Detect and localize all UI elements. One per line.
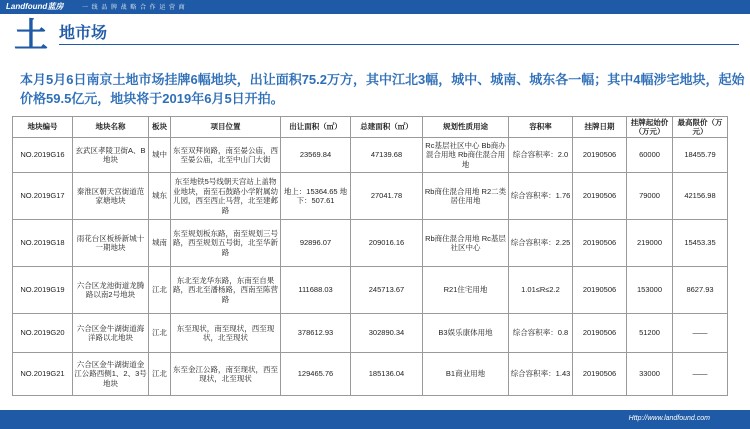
table-cell: NO.2019G19 [13, 267, 73, 314]
table-row [13, 267, 728, 314]
table-row [13, 220, 728, 267]
table-cell: 综合容积率：1.76 [509, 173, 573, 220]
table-cell: 江北 [149, 353, 171, 396]
table-cell: 东至双拜岗路，南至晏公庙，西至晏公庙，北至中山门大街 [171, 138, 281, 173]
table-cell: 六合区龙池街道龙腾路以南2号地块 [73, 267, 149, 314]
footer-url[interactable]: Http://www.landfound.com [628, 415, 710, 422]
table-cell: B3娱乐康体用地 [423, 314, 509, 353]
table-cell: 302890.34 [351, 314, 423, 353]
table-cell: 江北 [149, 267, 171, 314]
table-cell: 33000 [627, 353, 673, 396]
table-cell: 东北至龙华东路，东南至自果路，西北至潘杨路，西南至陈营路 [171, 267, 281, 314]
table-cell: B1商业用地 [423, 353, 509, 396]
title-divider [59, 44, 739, 45]
table-cell: —— [673, 314, 728, 353]
brand-logo: Landfound蓝房 [6, 2, 64, 11]
table-cell: 综合容积率：2.25 [509, 220, 573, 267]
col-header: 地块编号 [13, 117, 73, 138]
table-cell: 综合容积率：2.0 [509, 138, 573, 173]
table-cell: 47139.68 [351, 138, 423, 173]
table-cell: 城东 [149, 173, 171, 220]
table-cell: 地上：15364.65 地下：507.61 [281, 173, 351, 220]
table-cell: 东至金江公路，南至现状，西至现状，北至现状 [171, 353, 281, 396]
table-cell: 综合容积率：0.8 [509, 314, 573, 353]
table-cell: 城南 [149, 220, 171, 267]
table-row [13, 353, 728, 396]
table-row [13, 314, 728, 353]
table-row [13, 173, 728, 220]
table-cell: 秦淮区朝天宫街道范家塘地块 [73, 173, 149, 220]
col-header: 板块 [149, 117, 171, 138]
col-header: 容积率 [509, 117, 573, 138]
table-cell: 20190506 [573, 220, 627, 267]
table-cell: 153000 [627, 267, 673, 314]
table-cell: 1.01≤R≤2.2 [509, 267, 573, 314]
table-cell: 27041.78 [351, 173, 423, 220]
table-cell: 20190506 [573, 314, 627, 353]
table-cell: —— [673, 353, 728, 396]
brand-slogan: 一 线 品 牌 战 略 合 作 运 营 商 [82, 5, 186, 11]
table-cell: 42156.98 [673, 173, 728, 220]
table-cell: 92896.07 [281, 220, 351, 267]
table-cell: Rb商住混合用地 Rc基层社区中心 [423, 220, 509, 267]
table-cell: 51200 [627, 314, 673, 353]
slide-title: 地市场 [59, 25, 108, 42]
table-cell: 378612.93 [281, 314, 351, 353]
table-cell: 六合区金牛湖街道海洋路以北地块 [73, 314, 149, 353]
table-cell: Rc基层社区中心 Bb商办混合用地 Rb商住混合用地 [423, 138, 509, 173]
table-cell: 雨花台区板桥新城十一期地块 [73, 220, 149, 267]
table-cell: NO.2019G20 [13, 314, 73, 353]
table-cell: 209016.16 [351, 220, 423, 267]
table-cell: 79000 [627, 173, 673, 220]
table-cell: 东至规划板东路，南至规划三号路，西至规划五号街，北至华新路 [171, 220, 281, 267]
table-header-row [13, 117, 728, 138]
table-row [13, 138, 728, 173]
table-cell: NO.2019G21 [13, 353, 73, 396]
land-auction-table [12, 116, 728, 396]
col-header: 规划性质用途 [423, 117, 509, 138]
table-cell: 20190506 [573, 138, 627, 173]
table-cell: 20190506 [573, 353, 627, 396]
table-cell: 东至现状，南至现状，西至现状，北至现状 [171, 314, 281, 353]
table-cell: NO.2019G16 [13, 138, 73, 173]
table-cell: 219000 [627, 220, 673, 267]
table-cell: 111688.03 [281, 267, 351, 314]
table-cell: 185136.04 [351, 353, 423, 396]
table-cell: 8627.93 [673, 267, 728, 314]
section-char: 土 [14, 17, 48, 55]
table-cell: 245713.67 [351, 267, 423, 314]
table-cell: 江北 [149, 314, 171, 353]
table-cell: 20190506 [573, 267, 627, 314]
table-cell: 玄武区孝陵卫街A、B地块 [73, 138, 149, 173]
col-header: 地块名称 [73, 117, 149, 138]
col-header: 挂牌日期 [573, 117, 627, 138]
col-header: 挂牌起始价（万元） [627, 117, 673, 138]
table-cell: 23569.84 [281, 138, 351, 173]
table-cell: 城中 [149, 138, 171, 173]
col-header: 项目位置 [171, 117, 281, 138]
table-cell: 60000 [627, 138, 673, 173]
table-cell: 20190506 [573, 173, 627, 220]
col-header: 出让面积（㎡） [281, 117, 351, 138]
table-cell: NO.2019G18 [13, 220, 73, 267]
table-cell: 15453.35 [673, 220, 728, 267]
headline-summary: 本月5月6日南京土地市场挂牌6幅地块，出让面积75.2万方，其中江北3幅，城中、城南、城东各一幅；其中4幅涉宅地块，起始价格59.5亿元，地块将于2019年6月5日开拍。 [20, 72, 745, 106]
table-cell: Rb商住混合用地 R2二类居住用地 [423, 173, 509, 220]
col-header: 总建面积（㎡） [351, 117, 423, 138]
table-cell: 东至地铁5号线朝天宫站上盖物业地块，南至石鼓路小学附属幼儿园，西至西止马营，北至建邺路 [171, 173, 281, 220]
col-header: 最高限价（万元） [673, 117, 728, 138]
table-cell: NO.2019G17 [13, 173, 73, 220]
table-cell: 综合容积率：1.43 [509, 353, 573, 396]
table-cell: 六合区金牛湖街道金江公路西侧1、2、3号地块 [73, 353, 149, 396]
table-cell: 18455.79 [673, 138, 728, 173]
table-cell: R21住宅用地 [423, 267, 509, 314]
table-cell: 129465.76 [281, 353, 351, 396]
